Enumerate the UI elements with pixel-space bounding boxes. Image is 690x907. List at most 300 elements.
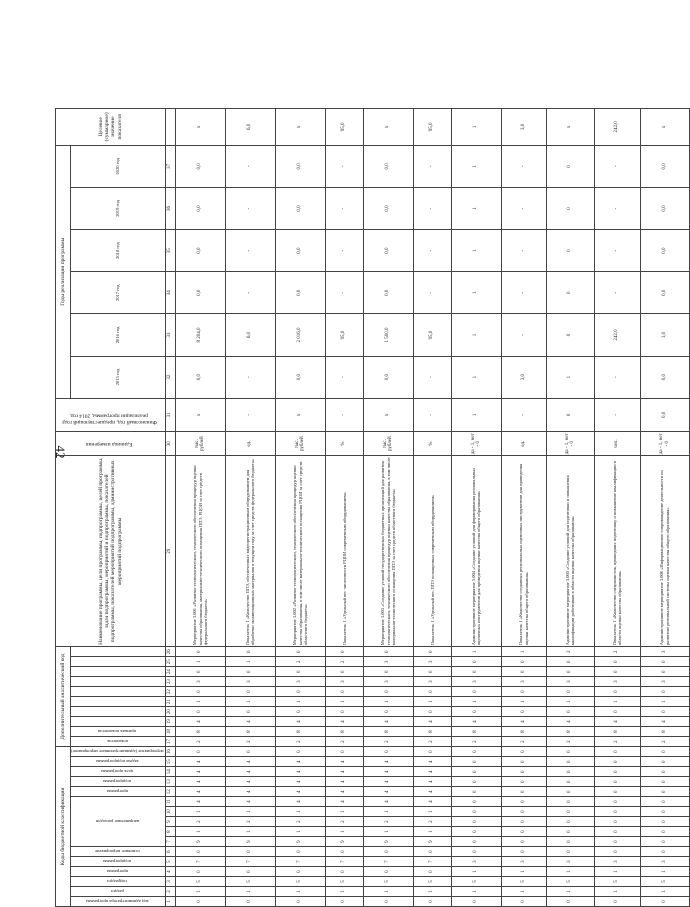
code-cell: 1 [275,887,325,897]
row-year-value: 0,0 [175,187,225,229]
year-header: 2020 год [71,145,166,187]
code-cell: 1 [325,827,363,837]
code-cell: 0 [594,897,640,907]
row-year-value: - [225,272,275,314]
row-fin-year: - [413,398,451,431]
code-cell: 0 [501,897,546,907]
row-description: Показатель 1 «Удельный вес ППЭ оснащенных современным оборудованием» [413,456,451,647]
code-cell: 0 [363,747,413,757]
column-number: 7 [165,837,175,847]
code-cell: 9 [413,837,451,847]
row-year-value: - [413,187,451,229]
row-year-value: 0,0 [363,272,413,314]
code-cell: 0 [546,797,594,807]
column-number: 23 [165,677,175,687]
column-number: 22 [165,687,175,697]
code-cell: 1 [175,697,225,707]
year-header: 2018 год [71,230,166,272]
code-cell: 0 [546,817,594,827]
code-cell: 0 [594,807,640,817]
row-unit: чел. [594,431,640,455]
code-cell: 4 [275,767,325,777]
code-cell: 0 [594,687,640,697]
code-cell: 0 [275,867,325,877]
code-cell: 0 [225,747,275,757]
code-cell: 0 [640,767,689,777]
code-cell: 1 [175,657,225,667]
code-cell: 0 [546,757,594,767]
code-cell: 9 [275,837,325,847]
subheader-col: цель программы [71,767,166,777]
row-fin-year: 1 [451,398,501,431]
row-description: Мероприятие 3.003 «Создание условий государственных бюджетных организаций для развития технологического, технического обеспечения процедур оценки качества образования, в том числе материально-технического оснащения ППЭ за счет средств областного бюджета» [363,456,413,647]
code-cell: 5 [501,877,546,887]
code-cell: 5 [413,877,451,887]
program-table [55,108,690,907]
code-cell: 3 [413,677,451,687]
row-description: Мероприятие 3.002 «Развитие технологического, технического обеспечения процедур оценки качества образования, в том числе материально-технического оснащения РЦОИ за счет средств областного бюджета» [275,456,325,647]
table-row [325,109,363,907]
column-number: 6 [165,847,175,857]
code-cell: 0 [451,847,501,857]
code-cell: 0 [640,817,689,827]
code-cell: 0 [175,687,225,697]
row-year-value: - [413,356,451,398]
code-cell: 8 [413,727,451,737]
row-unit: да - 1, нет - 0 [451,431,501,455]
column-number: 2 [165,887,175,897]
code-cell: 2 [363,737,413,747]
code-cell: 2 [325,817,363,827]
code-cell: 0 [501,807,546,817]
subheader-col: программа [71,867,166,877]
code-cell: 3 [175,677,225,687]
row-description: Показатель 1 «Удельный вес численности РЦОИ современным оборудованием» [325,456,363,647]
row-year-value: 0 [546,314,594,356]
code-cell: 0 [594,847,640,857]
column-number: 21 [165,697,175,707]
code-cell: 7 [363,857,413,867]
code-cell: 4 [175,767,225,777]
code-cell: 1 [175,807,225,817]
code-cell: 9 [225,837,275,847]
code-cell: 5 [175,877,225,887]
code-cell: 2 [546,647,594,657]
row-year-value: - [325,145,363,187]
row-year-value: - [325,187,363,229]
code-cell: 0 [325,667,363,677]
code-cell: 3 [640,647,689,657]
row-target: x [275,109,325,146]
header-name: Наименование программы, цели программы, подпрограммы, целей программы, задач подпрограммы, мероприятий и подпрограммы, показателей подпрограммы, показателей мероприятий подпрограммы, административных мероприятий подпрограммы [56,456,166,647]
code-cell: 0 [594,837,640,847]
code-cell: 4 [175,717,225,727]
code-cell: 0 [594,767,640,777]
code-cell: 0 [501,837,546,847]
row-fin-year: 0 [546,398,594,431]
table-row [363,109,413,907]
code-cell: 0 [413,667,451,677]
code-cell: 8 [175,727,225,737]
code-cell: 0 [175,747,225,757]
code-cell: 0 [363,667,413,677]
subheader-col [71,647,166,657]
header-years: Годы реализации программы [56,145,71,398]
row-year-value: 0,0 [640,272,689,314]
row-year-value: 1,0 [640,314,689,356]
row-fin-year: - [225,398,275,431]
code-cell: 1 [275,827,325,837]
row-year-value: 0,0 [175,356,225,398]
code-cell: 1 [325,697,363,707]
row-year-value: 1 [451,145,501,187]
code-cell: 1 [225,807,275,817]
row-target: 95,0 [325,109,363,146]
code-cell: 0 [275,707,325,717]
code-cell: 0 [594,747,640,757]
row-year-value: 0,0 [363,356,413,398]
row-unit: ед. [501,431,546,455]
subheader-col [71,677,166,687]
code-cell: 0 [594,757,640,767]
code-cell: 4 [225,777,275,787]
subheader-col [71,657,166,667]
code-cell: 9 [363,837,413,847]
code-cell: 0 [640,687,689,697]
code-cell: 3 [363,677,413,687]
subheader-col [71,717,166,727]
row-target: x [175,109,225,146]
code-cell: 1 [413,807,451,817]
table-row [175,109,225,907]
code-cell: 0 [363,867,413,877]
code-cell: 2 [363,817,413,827]
code-cell: 0 [451,897,501,907]
code-cell: 1 [594,867,640,877]
code-cell: 0 [501,817,546,827]
code-cell: 1 [594,887,640,897]
code-cell: 0 [363,897,413,907]
code-cell: 0 [501,687,546,697]
row-fin-year: - [325,398,363,431]
code-cell: 0 [546,827,594,837]
code-cell: 5 [275,877,325,887]
code-cell: 0 [451,657,501,667]
code-cell: 0 [501,667,546,677]
column-number: 33 [165,314,175,356]
row-target: x [546,109,594,146]
table-row [594,109,640,907]
code-cell: 0 [640,827,689,837]
code-cell: 2 [501,737,546,747]
table-row [546,109,594,907]
row-year-value: - [325,356,363,398]
code-cell: 0 [325,707,363,717]
row-year-value: 6,0 [225,314,275,356]
column-number: 20 [165,707,175,717]
row-year-value: - [501,272,546,314]
code-cell: 1 [640,867,689,877]
code-cell: 3 [275,677,325,687]
code-cell: 2 [275,737,325,747]
code-cell: 7 [413,857,451,867]
code-cell: 0 [451,667,501,677]
row-year-value: 0,0 [275,356,325,398]
code-cell: 8 [325,727,363,737]
code-cell: 4 [325,717,363,727]
code-cell: 1 [501,697,546,707]
row-year-value: 0 [546,272,594,314]
code-cell: 4 [413,757,451,767]
row-year-value: 95,0 [413,314,451,356]
row-description: Показатель 1 «Количество созданных региональных оценочных инструментов для проведения оценки качества общего образования» [501,456,546,647]
code-cell: 0 [640,847,689,857]
code-cell: 0 [451,817,501,827]
code-cell: 5 [594,877,640,887]
code-cell: 3 [640,857,689,867]
row-year-value: 0 [546,230,594,272]
code-cell: 5 [325,877,363,887]
row-year-value: 3,0 [501,356,546,398]
subheader-col: подраздел [71,877,166,887]
column-number: 11 [165,797,175,807]
code-cell: 2 [451,737,501,747]
code-cell: 0 [325,687,363,697]
column-number: 15 [165,757,175,767]
code-cell: 4 [325,757,363,767]
code-cell: 3 [546,857,594,867]
code-cell: 3 [451,857,501,867]
code-cell: 2 [413,817,451,827]
header-target: Целевое (суммарное) значение показателя [56,109,166,146]
year-header: 2017 год [71,272,166,314]
code-cell: 4 [325,797,363,807]
code-cell: 1 [363,827,413,837]
code-cell: 1 [501,887,546,897]
row-year-value: - [225,187,275,229]
code-cell: 0 [363,707,413,717]
code-cell: 2 [275,817,325,827]
code-cell: 0 [546,847,594,857]
code-cell: 4 [413,797,451,807]
code-cell: 0 [640,897,689,907]
row-fin-year: x [275,398,325,431]
row-description: Мероприятие 3.001 «Развитие технологического, технического обеспечения процедур оценки качества образования, материально-технического оснащения ППЭ, РЦОИ за счет средств федерального бюджета» [175,456,225,647]
row-description: Показатель 1 «Количество специалистов, прошедших подготовку и повышение квалификации в области оценки качества образования» [594,456,640,647]
row-unit: да - 1, нет - 0 [546,431,594,455]
row-year-value: 0,0 [275,145,325,187]
row-year-value: 1 [451,272,501,314]
code-cell: 1 [363,807,413,817]
code-cell: 1 [325,887,363,897]
code-cell: 0 [546,787,594,797]
code-cell: 1 [363,697,413,707]
code-cell: 2 [325,657,363,667]
code-cell: 0 [640,707,689,717]
code-cell: 7 [225,857,275,867]
row-year-value: 0,0 [275,187,325,229]
code-cell: 0 [325,747,363,757]
code-cell: 0 [501,757,546,767]
code-cell: 5 [451,877,501,887]
code-cell: 0 [451,827,501,837]
header-unit: Единица измерения [56,431,166,455]
code-cell: 0 [546,807,594,817]
row-year-value: - [594,230,640,272]
code-cell: 0 [451,837,501,847]
code-cell: 7 [275,857,325,867]
code-cell: 0 [225,847,275,857]
subheader-col: задача подпрограммы [71,757,166,767]
code-cell: 4 [325,787,363,797]
code-cell: 2 [594,647,640,657]
code-cell: 0 [325,897,363,907]
code-cell: 1 [363,887,413,897]
code-cell: 1 [640,887,689,897]
program-table-rotated [55,108,670,907]
code-cell: 2 [225,817,275,827]
row-target: 1 [451,109,501,146]
code-cell: 1 [225,657,275,667]
column-number: 37 [165,145,175,187]
row-description: Административное мероприятие 3.005 «Создание условий для подготовки и повышения квалификации работников в области оценки качества образования» [546,456,594,647]
column-number: 32 [165,356,175,398]
year-header: 2019 год [71,187,166,229]
code-cell: 1 [175,887,225,897]
column-number: 18 [165,727,175,737]
row-year-value: 0,0 [175,272,225,314]
code-cell: 4 [325,777,363,787]
column-number: 1 [165,897,175,907]
column-number: 12 [165,787,175,797]
code-cell: 0 [451,747,501,757]
code-cell: 0 [275,667,325,677]
code-cell: 0 [275,747,325,757]
code-cell: 1 [413,697,451,707]
column-number: 3 [165,877,175,887]
subheader-col: показатель [71,737,166,747]
code-cell: 4 [275,777,325,787]
row-fin-year: x [175,398,225,431]
row-year-value: 8 204,0 [175,314,225,356]
code-cell: 0 [501,797,546,807]
row-unit: тыс. рублей [275,431,325,455]
page-number: 42 [53,445,68,459]
code-cell: 4 [225,787,275,797]
code-cell: 9 [175,837,225,847]
code-cell: 1 [451,887,501,897]
code-cell: 0 [640,797,689,807]
row-unit: % [413,431,451,455]
code-cell: 1 [413,827,451,837]
row-year-value: 1 [546,356,594,398]
code-cell: 2 [175,817,225,827]
code-cell: 2 [325,737,363,747]
code-cell: 5 [640,877,689,887]
code-cell: 7 [325,857,363,867]
row-year-value: - [413,145,451,187]
row-target: 6,0 [225,109,275,146]
code-cell: 4 [363,767,413,777]
code-cell: 0 [363,687,413,697]
row-year-value: 0,0 [640,145,689,187]
code-cell: 0 [451,777,501,787]
code-cell: 1 [225,827,275,837]
subheader-col [71,697,166,707]
code-cell: 1 [501,867,546,877]
code-cell: 4 [225,717,275,727]
row-target: 242,0 [594,109,640,146]
code-cell: 0 [275,847,325,857]
code-cell: 0 [546,747,594,757]
code-cell: 0 [451,787,501,797]
subheader-col [71,667,166,677]
code-cell: 4 [275,717,325,727]
column-number: 16 [165,747,175,757]
code-cell: 1 [546,867,594,877]
row-year-value: 0,0 [275,272,325,314]
code-cell: 4 [594,717,640,727]
code-cell: 1 [175,827,225,837]
code-cell: 4 [363,717,413,727]
code-cell: 3 [546,677,594,687]
code-cell: 3 [594,857,640,867]
subheader-col: код администратора программы [71,897,166,907]
table-row [451,109,501,907]
code-cell: 0 [363,647,413,657]
code-cell: 0 [546,767,594,777]
row-year-value: - [594,145,640,187]
code-cell: 4 [546,717,594,727]
row-target: x [363,109,413,146]
table-row [275,109,325,907]
code-cell: 3 [451,677,501,687]
row-year-value: 0,0 [175,230,225,272]
code-cell: 1 [501,647,546,657]
code-cell: 0 [594,667,640,677]
code-cell: 8 [640,727,689,737]
code-cell: 0 [451,767,501,777]
code-cell: 0 [275,647,325,657]
code-cell: 4 [325,767,363,777]
code-cell: 0 [275,687,325,697]
row-fin-year: - [501,398,546,431]
code-cell: 0 [413,687,451,697]
code-cell: 4 [175,777,225,787]
code-cell: 0 [546,687,594,697]
row-year-value: 0,0 [640,356,689,398]
code-cell: 0 [501,777,546,787]
code-cell: 0 [640,787,689,797]
code-cell: 0 [225,867,275,877]
code-cell: 0 [175,847,225,857]
year-header: 2015 год [71,356,166,398]
code-cell: 4 [275,797,325,807]
subheader-col: признак показателя [71,727,166,737]
code-cell: 1 [325,807,363,817]
code-cell: 0 [225,707,275,717]
code-cell: 0 [640,807,689,817]
code-cell: 0 [325,847,363,857]
subheader-col: раздел [71,887,166,897]
code-cell: 0 [640,657,689,667]
code-cell: 4 [363,757,413,767]
row-year-value: - [413,272,451,314]
column-number: 26 [165,647,175,657]
column-number [165,109,175,146]
column-number: 29 [165,456,175,647]
row-description: Показатель 1 «Количество ППЭ, обеспеченных видеорегистрационным оборудованием для обработки экзаменационных материалов в текущем году за счет средств федерального бюджета» [225,456,275,647]
